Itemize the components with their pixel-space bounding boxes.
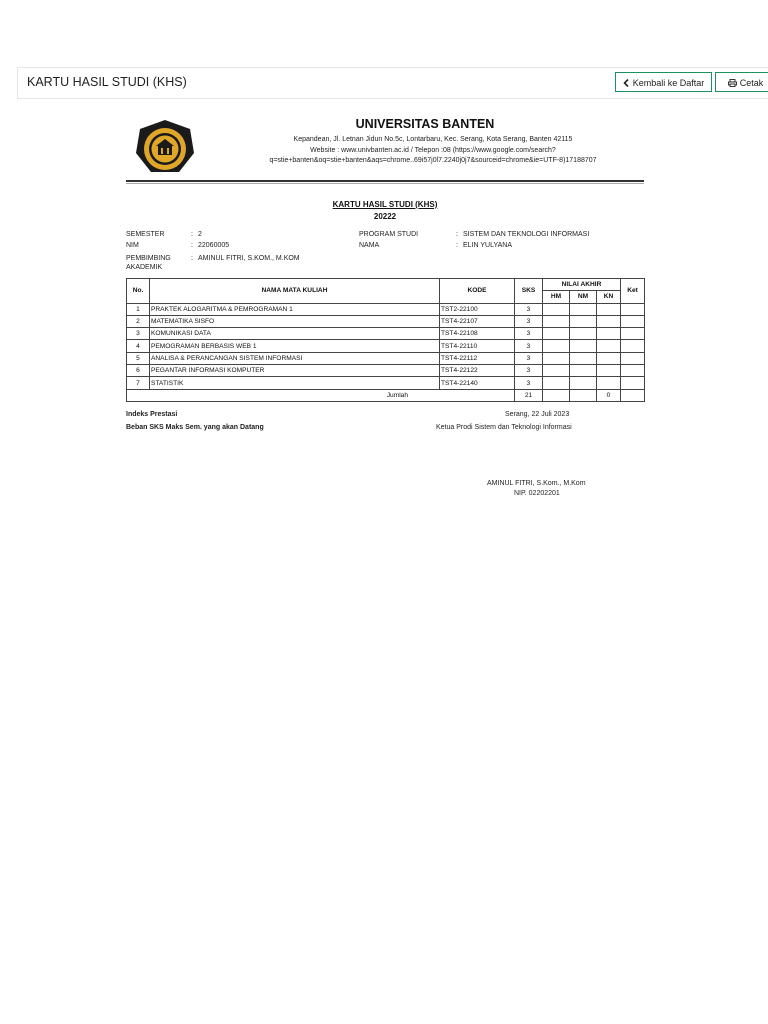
cell-kn [597, 377, 621, 389]
col-header-ket: Ket [621, 279, 645, 304]
table-row [127, 340, 645, 352]
nama-colon: : [456, 242, 458, 249]
table-row [127, 352, 645, 364]
table-row [127, 377, 645, 389]
khs-footer [126, 410, 644, 510]
cell-kn [597, 365, 621, 377]
cell-hm [543, 328, 570, 340]
cell-sks: 3 [515, 377, 543, 389]
nama-label: NAMA [359, 242, 380, 249]
col-header-nilai: NILAI AKHIR [543, 279, 621, 291]
cell-no: 4 [127, 340, 150, 352]
cell-nama: PEMOGRAMAN BERBASIS WEB 1 [150, 340, 440, 352]
student-info [126, 231, 644, 279]
semester-colon: : [191, 231, 193, 238]
nim-label: NIM [126, 242, 139, 249]
cell-nama: STATISTIK [150, 377, 440, 389]
cell-sks: 3 [515, 365, 543, 377]
cell-nm [570, 352, 597, 364]
cell-kode: TST4-22122 [440, 365, 515, 377]
cell-sks: 3 [515, 315, 543, 327]
signer-position: Ketua Prodi Sistem dan Teknologi Informasi [436, 424, 572, 431]
cell-nama: KOMUNIKASI DATA [150, 328, 440, 340]
table-row [127, 328, 645, 340]
cell-no: 3 [127, 328, 150, 340]
document-title: KARTU HASIL STUDI (KHS) [332, 200, 438, 209]
cell-ket [621, 365, 645, 377]
pembimbing-colon: : [191, 255, 193, 262]
back-to-list-button[interactable] [615, 72, 712, 92]
cell-nama: PEGANTAR INFORMASI KOMPUTER [150, 365, 440, 377]
letterhead [126, 110, 644, 182]
cell-ket [621, 328, 645, 340]
cell-no: 2 [127, 315, 150, 327]
cell-nm [570, 303, 597, 315]
university-address-block [238, 135, 628, 167]
total-nm [570, 389, 597, 401]
cell-sks: 3 [515, 340, 543, 352]
cell-kode: TST4-22140 [440, 377, 515, 389]
semester-value: 2 [198, 231, 202, 238]
cell-ket [621, 340, 645, 352]
cell-nm [570, 365, 597, 377]
table-row [127, 315, 645, 327]
printer-icon [728, 79, 737, 87]
university-website: Website : www.univbanten.ac.id / Telepon :08 (https://www.google.com/search? [310, 146, 556, 154]
table-header-row [127, 279, 645, 291]
cell-nm [570, 340, 597, 352]
ip-label: Indeks Prestasi [126, 411, 178, 418]
total-kn: 0 [597, 389, 621, 401]
cell-hm [543, 340, 570, 352]
cell-no: 7 [127, 377, 150, 389]
prodi-colon: : [456, 231, 458, 238]
print-button-label: Cetak [739, 78, 764, 88]
cell-hm [543, 365, 570, 377]
university-address: Kepandean, Jl. Letnan Jidun No.5c, Lontarbaru, Kec. Serang, Kota Serang, Banten 42115 [293, 136, 573, 143]
khs-document [126, 110, 644, 497]
table-row [127, 303, 645, 315]
total-label: Jumlah [127, 389, 515, 401]
cell-nama: MATEMATIKA SISFO [150, 315, 440, 327]
cell-hm [543, 303, 570, 315]
university-name: UNIVERSITAS BANTEN [355, 117, 495, 131]
cell-nm [570, 328, 597, 340]
total-hm [543, 389, 570, 401]
beban-sks-label: Beban SKS Maks Sem. yang akan Datang [126, 424, 264, 431]
cell-ket [621, 377, 645, 389]
cell-nama: PRAKTEK ALOGARITMA & PEMROGRAMAN 1 [150, 303, 440, 315]
total-sks: 21 [515, 389, 543, 401]
table-row [127, 365, 645, 377]
cell-ket [621, 303, 645, 315]
cell-kode: TST4-22108 [440, 328, 515, 340]
cell-kn [597, 328, 621, 340]
cell-nm [570, 315, 597, 327]
cell-sks: 3 [515, 352, 543, 364]
cell-sks: 3 [515, 303, 543, 315]
cell-kn [597, 352, 621, 364]
pembimbing-label-line2: AKADEMIK [126, 264, 163, 271]
grades-table [126, 278, 645, 402]
col-header-kode: KODE [440, 279, 515, 304]
cell-kode: TST4-22112 [440, 352, 515, 364]
signer-name: AMINUL FITRI, S.Kom., M.Kom [487, 480, 586, 487]
prodi-label: PROGRAM STUDI [359, 231, 419, 238]
signer-nip: NIP. 02202201 [514, 490, 560, 497]
pembimbing-label: PEMBIMBING [126, 255, 171, 262]
nim-colon: : [191, 242, 193, 249]
cell-no: 1 [127, 303, 150, 315]
page-title: KARTU HASIL STUDI (KHS) [27, 75, 187, 89]
total-ket [621, 389, 645, 401]
pembimbing-value: AMINUL FITRI, S.KOM., M.KOM [198, 255, 300, 262]
cell-no: 5 [127, 352, 150, 364]
cell-nama: ANALISA & PERANCANGAN SISTEM INFORMASI [150, 352, 440, 364]
cell-sks: 3 [515, 328, 543, 340]
col-header-hm: HM [543, 291, 570, 303]
col-header-kn: KN [597, 291, 621, 303]
document-period: 20222 [373, 212, 397, 221]
semester-label: SEMESTER [126, 231, 165, 238]
col-header-nm: NM [570, 291, 597, 303]
back-button-label: Kembali ke Daftar [632, 78, 705, 88]
cell-ket [621, 352, 645, 364]
table-total-row [127, 389, 645, 401]
cell-nm [570, 377, 597, 389]
cell-kn [597, 340, 621, 352]
cell-hm [543, 352, 570, 364]
university-logo [135, 119, 195, 177]
cell-no: 6 [127, 365, 150, 377]
print-button[interactable] [715, 72, 768, 92]
nama-value: ELIN YULYANA [463, 242, 513, 249]
cell-kn [597, 315, 621, 327]
cell-kode: TST2-22100 [440, 303, 515, 315]
place-date: Serang, 22 Juli 2023 [505, 411, 570, 418]
university-website-continued: q=stie+banten&oq=stie+banten&aqs=chrome..69i57j0l7.2240j0j7&sourceid=chrome&ie=UTF-8)17188707 [269, 157, 597, 164]
cell-ket [621, 315, 645, 327]
cell-hm [543, 315, 570, 327]
nim-value: 22060005 [198, 242, 230, 249]
chevron-left-icon [623, 79, 630, 87]
cell-hm [543, 377, 570, 389]
cell-kn [597, 303, 621, 315]
col-header-no: No. [127, 279, 150, 304]
page-header [17, 67, 768, 99]
col-header-sks: SKS [515, 279, 543, 304]
col-header-nama: NAMA MATA KULIAH [150, 279, 440, 304]
prodi-value: SISTEM DAN TEKNOLOGI INFORMASI [463, 231, 590, 238]
cell-kode: TST4-22107 [440, 315, 515, 327]
letterhead-divider [126, 183, 644, 184]
cell-kode: TST4-22110 [440, 340, 515, 352]
